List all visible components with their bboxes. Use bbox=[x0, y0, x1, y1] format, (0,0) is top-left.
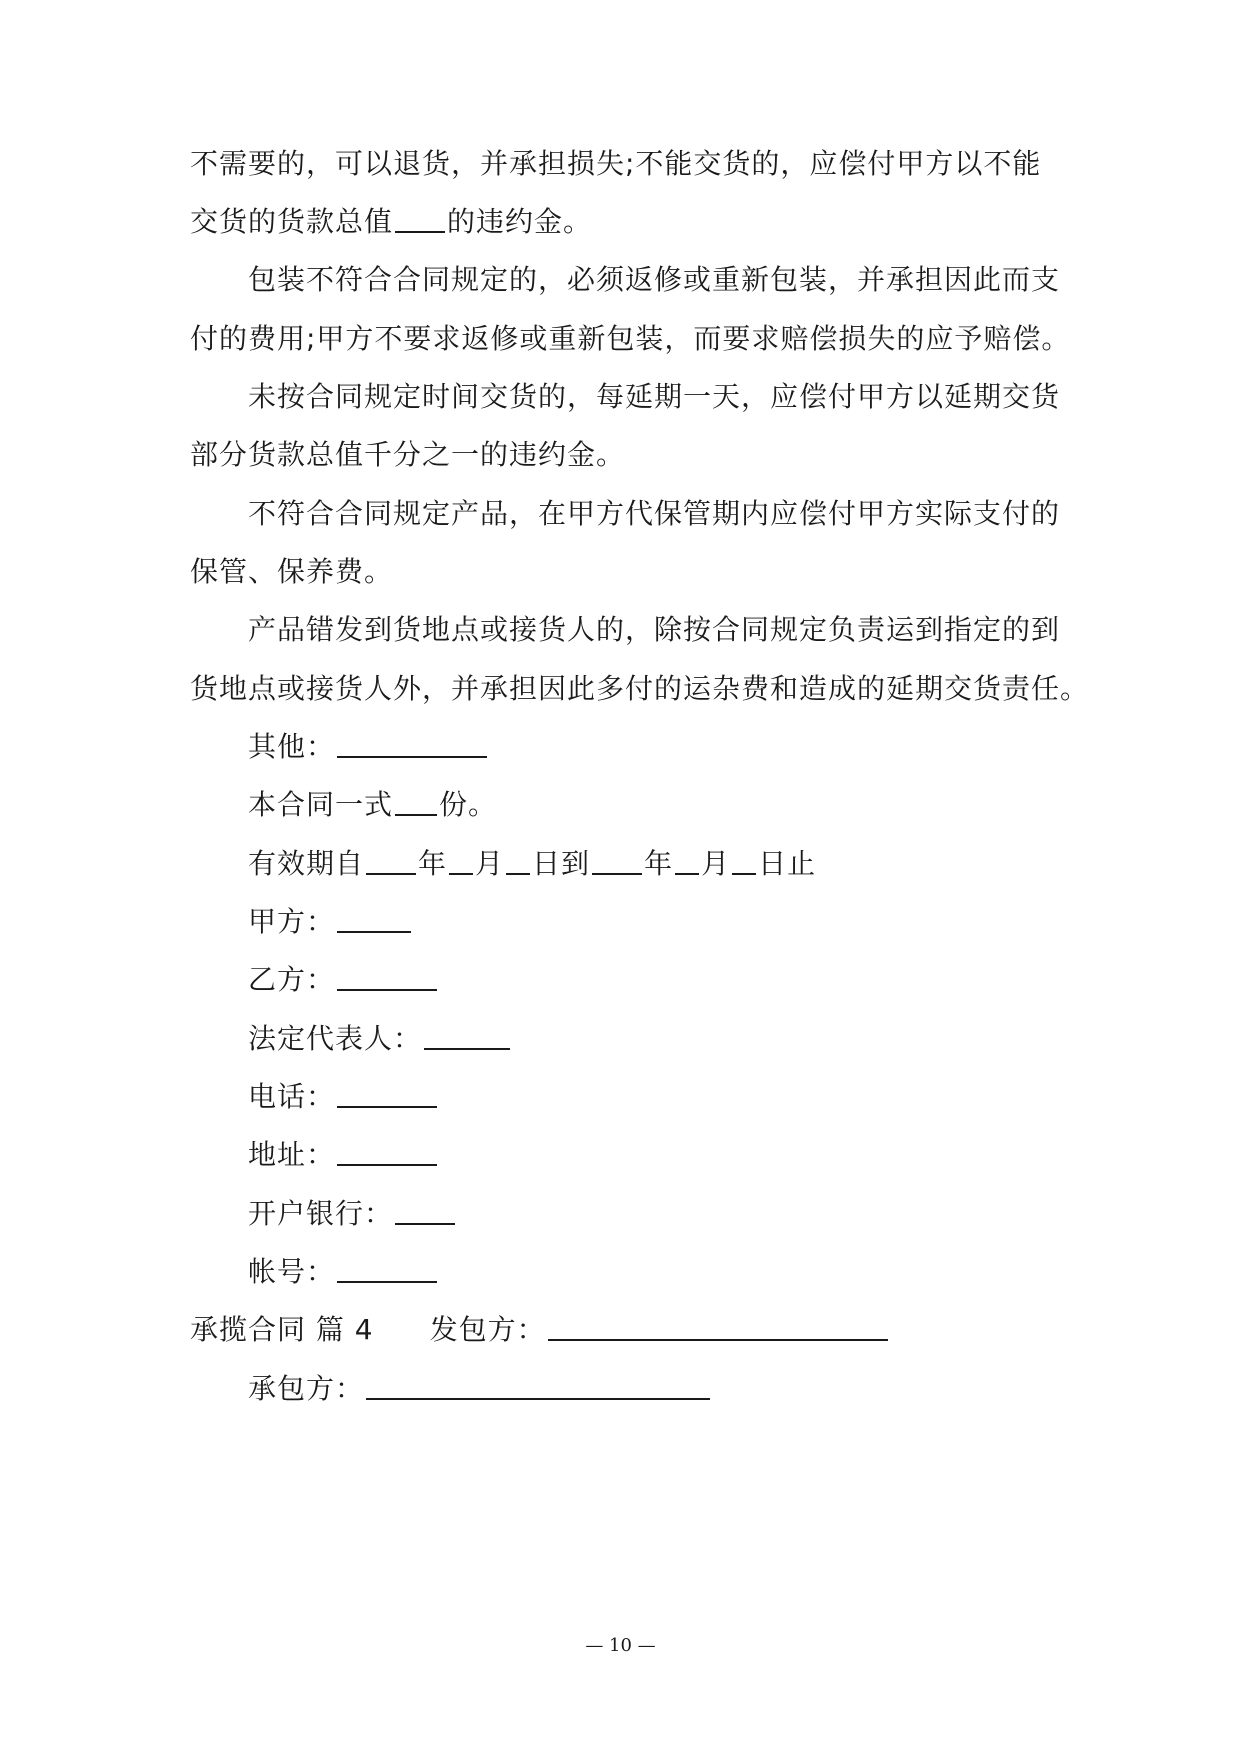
paragraph-line: 不需要的，可以退货，并承担损失;不能交货的，应偿付甲方以不能 bbox=[190, 147, 1042, 180]
line-text: 有效期自 bbox=[248, 847, 365, 880]
section-heading-line bbox=[190, 1310, 890, 1350]
line-text: 的违约金。 bbox=[447, 205, 593, 238]
field-copies bbox=[248, 785, 497, 825]
blank-field[interactable] bbox=[337, 961, 437, 991]
field-label: 承包方： bbox=[248, 1372, 365, 1405]
field-address bbox=[248, 1135, 439, 1175]
blank-field[interactable] bbox=[424, 1020, 510, 1050]
blank-field[interactable] bbox=[548, 1311, 888, 1341]
blank-field[interactable] bbox=[337, 1253, 437, 1283]
paragraph-line: 部分货款总值千分之一的违约金。 bbox=[190, 438, 626, 471]
field-label: 甲方： bbox=[248, 905, 336, 938]
field-label: 地址： bbox=[248, 1138, 336, 1171]
blank-field[interactable] bbox=[506, 845, 530, 875]
field-bank bbox=[248, 1194, 457, 1234]
line-text: 年 bbox=[418, 847, 448, 880]
line-text: 月 bbox=[475, 847, 505, 880]
field-contractor bbox=[248, 1369, 712, 1409]
line-text: 份。 bbox=[439, 788, 498, 821]
field-label: 发包方： bbox=[429, 1313, 546, 1346]
blank-field[interactable] bbox=[732, 845, 756, 875]
paragraph-line: 不符合合同规定产品，在甲方代保管期内应偿付甲方实际支付的 bbox=[248, 497, 1061, 530]
field-label: 开户银行： bbox=[248, 1197, 394, 1230]
field-validity-period bbox=[248, 844, 816, 884]
field-party-a bbox=[248, 902, 413, 942]
field-account bbox=[248, 1252, 439, 1292]
blank-field[interactable] bbox=[337, 1136, 437, 1166]
line-text: 年 bbox=[644, 847, 674, 880]
blank-field[interactable] bbox=[337, 903, 411, 933]
field-label: 帐号： bbox=[248, 1255, 336, 1288]
field-label: 法定代表人： bbox=[248, 1022, 423, 1055]
blank-field[interactable] bbox=[366, 1370, 710, 1400]
line-text: 月 bbox=[701, 847, 731, 880]
page-number: — 10 — bbox=[585, 1635, 656, 1656]
line-text: 日止 bbox=[758, 847, 817, 880]
paragraph-line: 产品错发到货地点或接货人的，除按合同规定负责运到指定的到 bbox=[248, 613, 1061, 646]
blank-field[interactable] bbox=[675, 845, 699, 875]
field-party-b bbox=[248, 960, 439, 1000]
field-legal-representative bbox=[248, 1019, 512, 1059]
blank-field[interactable] bbox=[395, 786, 437, 816]
field-label: 电话： bbox=[248, 1080, 336, 1113]
paragraph-line bbox=[190, 202, 592, 242]
blank-field[interactable] bbox=[449, 845, 473, 875]
paragraph-line: 包装不符合合同规定的，必须返修或重新包装，并承担因此而支 bbox=[248, 263, 1061, 296]
blank-field[interactable] bbox=[337, 1078, 437, 1108]
paragraph-line: 未按合同规定时间交货的，每延期一天，应偿付甲方以延期交货 bbox=[248, 380, 1061, 413]
line-text: 日到 bbox=[532, 847, 591, 880]
blank-field[interactable] bbox=[337, 728, 487, 758]
blank-field[interactable] bbox=[366, 845, 416, 875]
field-label: 乙方： bbox=[248, 963, 336, 996]
paragraph-line: 货地点或接货人外，并承担因此多付的运杂费和造成的延期交货责任。 bbox=[190, 672, 1090, 705]
field-label: 其他： bbox=[248, 730, 336, 763]
paragraph-line: 付的费用;甲方不要求返修或重新包装，而要求赔偿损失的应予赔偿。 bbox=[190, 322, 1071, 355]
line-text: 本合同一式 bbox=[248, 788, 394, 821]
blank-field[interactable] bbox=[395, 203, 445, 233]
blank-field[interactable] bbox=[592, 845, 642, 875]
paragraph-line: 保管、保养费。 bbox=[190, 555, 394, 588]
blank-field[interactable] bbox=[395, 1195, 455, 1225]
field-other bbox=[248, 727, 489, 767]
line-text: 交货的货款总值 bbox=[190, 205, 394, 238]
section-title: 承揽合同 篇 4 bbox=[190, 1313, 374, 1346]
field-phone bbox=[248, 1077, 439, 1117]
